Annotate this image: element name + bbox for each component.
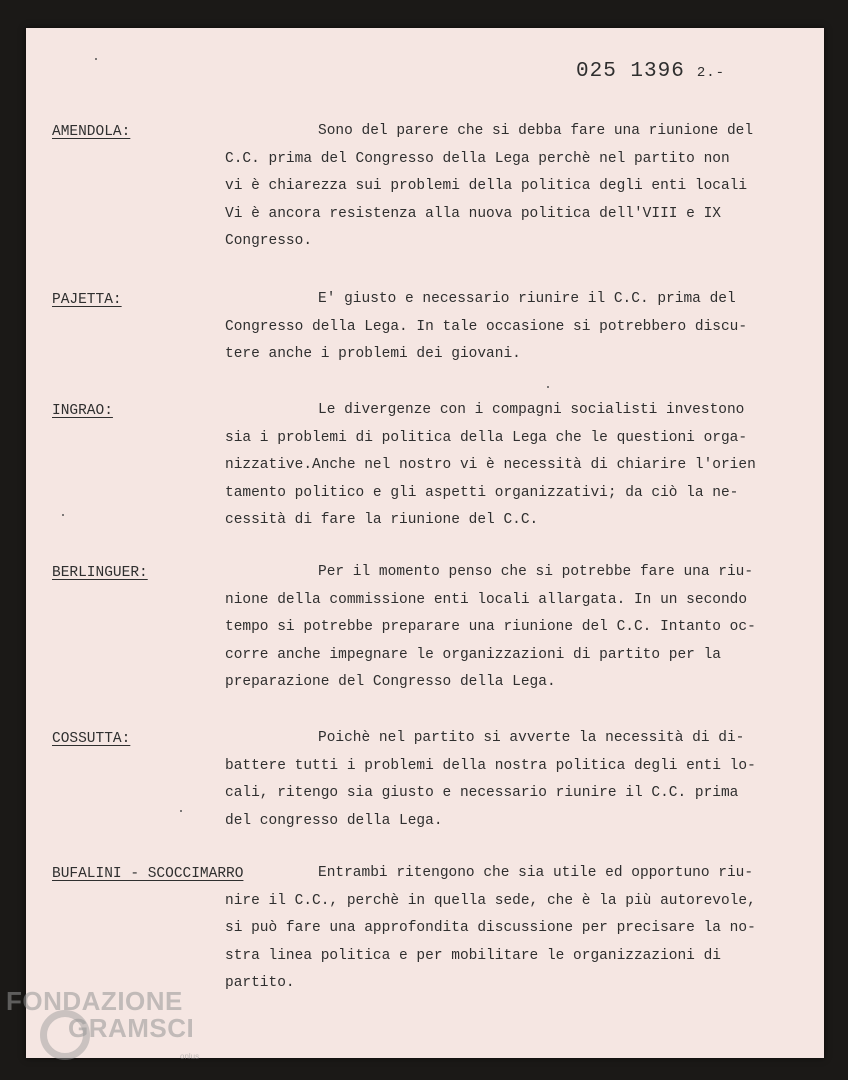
watermark-line2: GRAMSCI	[68, 1013, 195, 1043]
speaker-name: BUFALINI - SCOCCIMARRO	[52, 866, 244, 882]
statement-line: sia i problemi di politica della Lega che le questioni orga-	[225, 429, 748, 446]
statement-line: Vi è ancora resistenza alla nuova politica dell'VIII e IX	[225, 205, 721, 222]
gramsci-logo-icon	[40, 1010, 90, 1060]
document-number	[576, 60, 725, 83]
speaker-name: BERLINGUER:	[52, 565, 148, 581]
statement-line: vi è chiarezza sui problemi della politica degli enti locali	[225, 178, 748, 194]
statement-line: Per il momento penso che si potrebbe fare una riu-	[318, 564, 754, 580]
statement-line: battere tutti i problemi della nostra politica degli enti lo-	[225, 757, 756, 774]
statement-line: tempo si potrebbe preparare una riunione del C.C. Intanto oc-	[225, 619, 756, 635]
watermark-sub: onlus	[180, 1052, 200, 1061]
speaker-name: AMENDOLA:	[52, 124, 131, 140]
statement-line: corre anche impegnare le organizzazioni di partito per la	[225, 646, 721, 663]
speaker-statement	[225, 860, 815, 998]
statement-line: tamento politico e gli aspetti organizzativi; da ciò la ne-	[225, 484, 739, 501]
page-number: 2.-	[696, 65, 726, 81]
paper-speck	[95, 58, 97, 60]
statement-line: C.C. prima del Congresso della Lega perchè nel partito non	[225, 150, 730, 167]
speaker-statement	[225, 286, 815, 369]
statement-line: del congresso della Lega.	[225, 812, 443, 829]
statement-line: stra linea politica e per mobilitare le organizzazioni di	[225, 947, 721, 964]
speaker-name: PAJETTA:	[52, 292, 122, 308]
statement-line: nione della commissione enti locali allargata. In un secondo	[225, 591, 748, 608]
statement-line: Congresso.	[225, 233, 313, 249]
paper-speck	[62, 514, 64, 516]
statement-line: cali, ritengo sia giusto e necessario riunire il C.C. prima	[225, 785, 739, 801]
statement-line: Poichè nel partito si avverte la necessità di di-	[318, 730, 745, 746]
archive-number: 025 1396	[576, 60, 685, 83]
speaker-statement	[225, 118, 815, 256]
speaker-statement	[225, 559, 815, 697]
statement-line: nire il C.C., perchè in quella sede, che è la più autorevole,	[225, 892, 756, 909]
statement-line: E' giusto e necessario riunire il C.C. prima del	[318, 291, 736, 307]
speaker-name: INGRAO:	[52, 403, 113, 419]
statement-line: tere anche i problemi dei giovani.	[225, 346, 521, 362]
statement-line: preparazione del Congresso della Lega.	[225, 674, 556, 690]
paper-speck	[547, 386, 549, 388]
statement-line: si può fare una approfondita discussione per precisare la no-	[225, 920, 756, 936]
statement-line: Le divergenze con i compagni socialisti investono	[318, 402, 745, 418]
paper-speck	[180, 810, 182, 812]
statement-line: Entrambi ritengono che sia utile ed opportuno riu-	[318, 865, 754, 881]
archive-watermark	[6, 986, 200, 1061]
speaker-statement	[225, 725, 815, 835]
watermark-line1: FONDAZIONE	[6, 986, 183, 1016]
statement-line: partito.	[225, 975, 295, 991]
statement-line: Sono del parere che si debba fare una riunione del	[318, 123, 754, 139]
statement-line: cessità di fare la riunione del C.C.	[225, 512, 539, 528]
speaker-name: COSSUTTA:	[52, 731, 131, 747]
speaker-statement	[225, 397, 815, 535]
statement-line: nizzative.Anche nel nostro vi è necessità di chiarire l'orien	[225, 457, 756, 473]
statement-line: Congresso della Lega. In tale occasione si potrebbero discu-	[225, 318, 748, 335]
